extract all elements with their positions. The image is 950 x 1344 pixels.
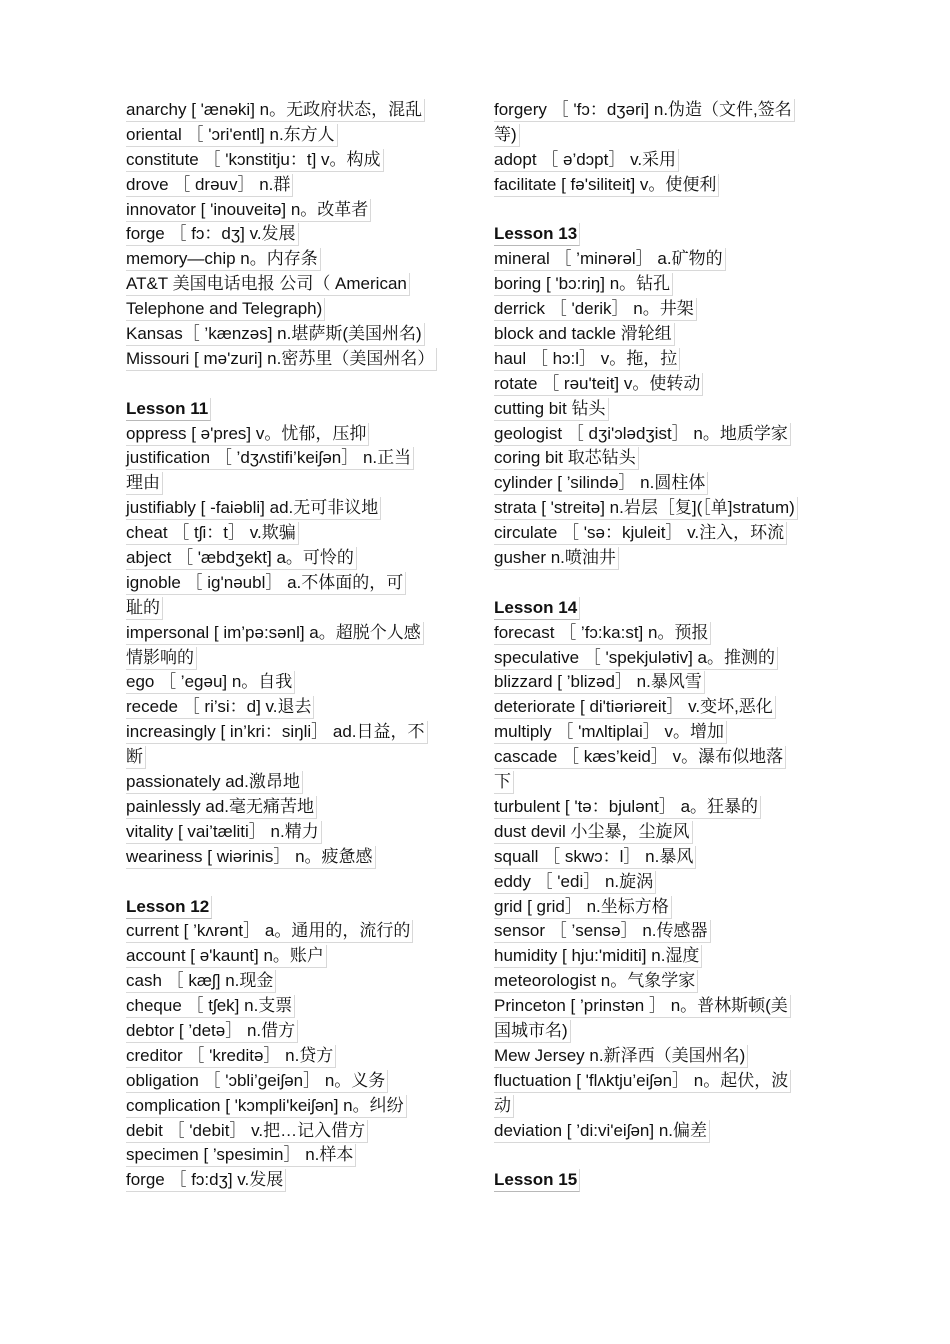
lesson-heading-text: Lesson 11 [126, 398, 211, 421]
vocab-line [126, 446, 466, 471]
vocab-line [126, 1069, 466, 1094]
lesson-heading-text: Lesson 13 [494, 223, 580, 246]
vocab-text: ignoble ［ ig'nəubl］ a.不体面的，可 [126, 572, 406, 595]
vocab-text: weariness [ wiərinis］ n。疲惫感 [126, 846, 376, 869]
vocab-line [494, 845, 834, 870]
vocab-text: cash ［ kæʃ] n.现金 [126, 970, 276, 993]
lesson-heading [494, 222, 834, 247]
vocab-line [126, 795, 466, 820]
vocab-text: blizzard [ ’blizəd］ n.暴风雪 [494, 671, 705, 694]
vocab-text: grid [ grid］ n.坐标方格 [494, 896, 672, 919]
vocab-line [494, 944, 834, 969]
vocab-text: debit ［ 'debit］ v.把…记入借方 [126, 1120, 368, 1143]
vocab-line [494, 1044, 834, 1069]
vocab-line [126, 222, 466, 247]
vocab-text: geologist ［ dʒi'ɔlədʒist］ n。地质学家 [494, 423, 791, 446]
vocab-text: painlessly ad.毫无痛苦地 [126, 796, 317, 819]
vocab-text: memory—chip n。内存条 [126, 248, 321, 271]
vocab-text: forge ［ fɔ：dʒ] v.发展 [126, 223, 299, 246]
vocab-text: Princeton [ ’prinstən ］ n。普林斯顿(美 [494, 995, 791, 1018]
vocab-line [494, 646, 834, 671]
vocab-line [494, 247, 834, 272]
vocab-line [126, 198, 466, 223]
vocab-line [126, 297, 466, 322]
vocab-line [126, 173, 466, 198]
vocab-text: dust devil 小尘暴，尘旋风 [494, 821, 693, 844]
blank-line [126, 372, 466, 397]
vocab-line [494, 322, 834, 347]
vocab-text: humidity [ hju:'miditi] n.湿度 [494, 945, 702, 968]
vocab-text: justifiably [ -faiəbli] ad.无可非议地 [126, 497, 381, 520]
vocab-text: 耻的 [126, 597, 163, 620]
vocab-text: 理由 [126, 472, 163, 495]
vocab-line [126, 322, 466, 347]
vocab-text: block and tackle 滑轮组 [494, 323, 675, 346]
vocab-text: Mew Jersey n.新泽西（美国州名) [494, 1045, 748, 1068]
vocab-text: abject ［ 'æbdʒekt] a。可怜的 [126, 547, 357, 570]
vocab-line [494, 98, 834, 123]
vocab-text: justification ［ ’dʒʌstifi’keiʃən］ n.正当 [126, 447, 414, 470]
vocab-text: fluctuation [ 'flʌktju’eiʃən］ n。起伏，波 [494, 1070, 791, 1093]
vocab-text: sensor ［ ’sensə］ n.传感器 [494, 920, 711, 943]
vocab-text: forecast ［ ’fɔ:ka:st] n。预报 [494, 622, 711, 645]
vocab-line [126, 646, 466, 671]
vocab-text: passionately ad.激昂地 [126, 771, 303, 794]
vocab-line [494, 422, 834, 447]
vocab-text: innovator [ 'inouveitə] n。改革者 [126, 199, 371, 222]
vocab-text: derrick ［ 'derik］ n。井架 [494, 298, 697, 321]
blank-line [494, 1143, 834, 1168]
vocab-line [494, 820, 834, 845]
blank-line [494, 198, 834, 223]
vocab-line [494, 148, 834, 173]
vocab-line [126, 1143, 466, 1168]
vocab-text: coring bit 取芯钻头 [494, 447, 639, 470]
vocab-line [494, 397, 834, 422]
vocab-text: speculative ［ 'spekjulətiv] a。推测的 [494, 647, 778, 670]
vocab-text: anarchy [ 'ænəki] n。无政府状态，混乱 [126, 99, 425, 122]
vocab-text: gusher n.喷油井 [494, 547, 619, 570]
vocab-line [126, 247, 466, 272]
vocab-line [126, 571, 466, 596]
vocab-line [494, 770, 834, 795]
vocab-text: meteorologist n。气象学家 [494, 970, 698, 993]
vocab-text: multiply ［ 'mʌltiplai］ v。增加 [494, 721, 727, 744]
vocab-text: complication [ 'kɔmpli'keiʃən] n。纠纷 [126, 1095, 407, 1118]
lesson-heading-text: Lesson 14 [494, 597, 580, 620]
vocab-line [494, 969, 834, 994]
vocab-line [494, 1119, 834, 1144]
lesson-heading [494, 1168, 834, 1193]
vocab-line [126, 944, 466, 969]
vocab-line [126, 1044, 466, 1069]
vocab-text: 断 [126, 746, 146, 769]
vocab-line [126, 695, 466, 720]
right-column [494, 98, 834, 1193]
vocab-line [494, 720, 834, 745]
vocab-line [494, 1019, 834, 1044]
lesson-heading [126, 397, 466, 422]
vocab-line [494, 895, 834, 920]
vocab-text: eddy ［ 'edi］ n.旋涡 [494, 871, 656, 894]
vocab-line [126, 123, 466, 148]
vocab-line [494, 621, 834, 646]
vocab-text: 国城市名) [494, 1020, 571, 1043]
vocab-line [126, 347, 466, 372]
vocab-text: cutting bit 钻头 [494, 398, 609, 421]
vocab-line [126, 1119, 466, 1144]
vocab-text: cheque ［ tʃek] n.支票 [126, 995, 295, 1018]
vocab-text: haul ［ hɔ:l］ v。拖，拉 [494, 348, 680, 371]
blank-line [126, 870, 466, 895]
vocab-line [494, 994, 834, 1019]
vocab-text: specimen [ ’spesimin］ n.样本 [126, 1144, 356, 1167]
vocab-line [494, 123, 834, 148]
vocab-line [126, 546, 466, 571]
vocab-text: debtor [ ’detə］ n.借方 [126, 1020, 298, 1043]
vocab-text: facilitate [ fə'siliteit] v。使便利 [494, 174, 719, 197]
vocab-line [126, 994, 466, 1019]
vocab-line [494, 1069, 834, 1094]
vocab-text: increasingly [ in’kri：siŋli］ ad.日益，不 [126, 721, 428, 744]
vocab-line [126, 1094, 466, 1119]
vocab-line [494, 670, 834, 695]
vocab-line [126, 422, 466, 447]
vocab-line [494, 496, 834, 521]
vocab-line [126, 596, 466, 621]
vocab-line [494, 745, 834, 770]
vocab-line [126, 720, 466, 745]
vocab-line [126, 1019, 466, 1044]
vocab-line [126, 969, 466, 994]
vocab-text: circulate ［ 'sə：kjuleit］ v.注入，环流 [494, 522, 787, 545]
vocab-line [494, 795, 834, 820]
vocab-text: obligation ［ 'ɔbli’geiʃən］ n。义务 [126, 1070, 388, 1093]
vocab-line [126, 521, 466, 546]
vocab-line [126, 1168, 466, 1193]
lesson-heading-text: Lesson 12 [126, 896, 212, 919]
vocab-text: 下 [494, 771, 514, 794]
vocab-line [494, 546, 834, 571]
vocab-line [126, 845, 466, 870]
vocab-line [494, 372, 834, 397]
vocab-text: vitality [ vai’tæliti］ n.精力 [126, 821, 322, 844]
vocab-text: boring [ 'bɔ:riŋ] n。钻孔 [494, 273, 673, 296]
vocab-text: deviation [ ’di:vi'eiʃən] n.偏差 [494, 1120, 710, 1143]
vocab-line [126, 496, 466, 521]
vocab-line [494, 347, 834, 372]
vocab-text: creditor ［ 'kreditə］ n.贷方 [126, 1045, 336, 1068]
vocab-text: constitute ［ 'kɔnstitju：t] v。构成 [126, 149, 384, 172]
vocab-line [494, 297, 834, 322]
vocab-text: ego ［ ’egəu] n。自我 [126, 671, 295, 694]
vocab-text: 情影响的 [126, 647, 197, 670]
vocab-text: oriental ［ 'ɔri'entl] n.东方人 [126, 124, 338, 147]
vocab-text: current [ ’kʌrənt］ a。通用的，流行的 [126, 920, 413, 943]
vocab-line [126, 621, 466, 646]
vocab-text: Kansas［ ’kænzəs] n.堪萨斯(美国州名) [126, 323, 425, 346]
vocab-line [494, 272, 834, 297]
vocab-line [126, 471, 466, 496]
vocab-line [494, 919, 834, 944]
vocab-text: strata [ 'streitə] n.岩层［复](［单]stratum) [494, 497, 798, 520]
vocab-line [494, 521, 834, 546]
vocab-text: cascade ［ kæs’keid］ v。瀑布似地落 [494, 746, 786, 769]
vocab-line [494, 471, 834, 496]
vocab-line [126, 670, 466, 695]
vocab-line [494, 173, 834, 198]
vocab-line [126, 272, 466, 297]
vocab-text: forge ［ fɔ:dʒ] v.发展 [126, 1169, 286, 1192]
vocab-text: Missouri [ mə'zuri] n.密苏里（美国州名） [126, 348, 437, 371]
vocab-line [126, 98, 466, 123]
vocab-line [494, 446, 834, 471]
vocab-text: adopt ［ ə’dɔpt］ v.采用 [494, 149, 679, 172]
vocab-line [126, 770, 466, 795]
vocab-line [126, 745, 466, 770]
lesson-heading [126, 895, 466, 920]
blank-line [494, 571, 834, 596]
vocab-text: Telephone and Telegraph) [126, 298, 325, 321]
vocab-line [494, 695, 834, 720]
left-column [126, 98, 466, 1193]
vocab-text: forgery ［ 'fɔ：dʒəri] n.伪造（文件,签名 [494, 99, 795, 122]
vocab-text: deteriorate [ di'tiəriəreit］ v.变坏,恶化 [494, 696, 776, 719]
vocab-line [126, 148, 466, 173]
vocab-line [494, 870, 834, 895]
vocab-line [126, 820, 466, 845]
vocab-text: oppress [ ə'pres] v。忧郁，压抑 [126, 423, 369, 446]
vocab-text: rotate ［ rəu'teit] v。使转动 [494, 373, 703, 396]
vocab-text: mineral ［ ’minərəl］ a.矿物的 [494, 248, 726, 271]
vocab-text: squall ［ skwɔ：l］ n.暴风 [494, 846, 696, 869]
vocab-text: recede ［ ri’si：d] v.退去 [126, 696, 314, 719]
vocab-text: impersonal [ im’pə:sənl] a。超脱个人感 [126, 622, 424, 645]
lesson-heading-text: Lesson 15 [494, 1169, 580, 1192]
vocab-text: 动 [494, 1095, 514, 1118]
vocab-text: account [ ə'kaunt] n。账户 [126, 945, 327, 968]
vocab-text: 等) [494, 124, 520, 147]
vocab-text: cheat ［ tʃi：t］ v.欺骗 [126, 522, 299, 545]
vocab-text: turbulent [ 'tə：bjulənt］ a。狂暴的 [494, 796, 761, 819]
vocab-line [126, 919, 466, 944]
vocab-text: AT&T 美国电话电报 公司（ American [126, 273, 410, 296]
lesson-heading [494, 596, 834, 621]
vocab-text: cylinder [ ’silində］ n.圆柱体 [494, 472, 708, 495]
vocab-line [494, 1094, 834, 1119]
vocab-text: drove ［ drəuv］ n.群 [126, 174, 293, 197]
